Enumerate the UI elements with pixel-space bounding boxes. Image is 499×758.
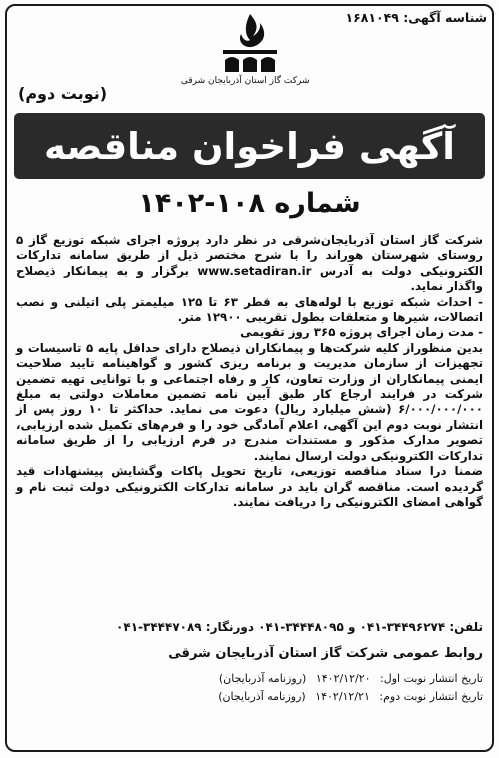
round-label: (نوبت دوم) (18, 84, 108, 103)
fax-number: ۳۴۴۴۷۰۸۹-۰۴۱ (116, 620, 202, 634)
first-publication-paper: (روزنامه آذربایجان) (218, 672, 307, 685)
ad-id: شناسه آگهی: ۱۶۸۱۰۴۹ (345, 10, 487, 25)
second-publication-label: تاریخ انتشار نوبت دوم: (379, 690, 483, 703)
second-publication-row (212, 690, 483, 703)
body-paragraph-notes: ضمنا درا سناد مناقصه توزیعی، تاریخ تحویل پاکات وگشایش پیشنهادات قید گردیده است. مناقصه گران باید در سامانه تدارکات الکترونیکی دولت ثبت نام و گواهی امضای الکترونیکی را دریافت نمایند. (16, 464, 483, 509)
phone-label: تلفن: (449, 620, 483, 634)
ad-body (16, 233, 483, 510)
body-paragraph-invitation: بدین منظوراز کلیه شرکت‌ها و پیمانکاران ذیصلاح دارای حداقل پایه ۵ تاسیسات و تجهیزات از سازمان مدیریت و برنامه ریزی کشور و گواهینامه تایید صلاحیت ایمنی پیمانکاران از وزارت تعاون، کار و رفاه اجتماعی و با توانایی تهیه تضمین شرکت در فرایند ارجاع کار طبق آیین نامه تضمین معاملات دولتی به مبلغ ۶/۰۰۰/۰۰۰/۰۰۰ (شش میلیارد ریال) دعوت می نماید. حداکثر تا ۱۰ روز پس از انتشار نوبت دوم این آگهی، اعلام آمادگی خود را و فرم‌های تکمیل شده ارزیابی، تصویر مدارک مذکور و مستندات مندرج در فرم ارزیابی را از طریق سامانه تدارکات الکترونیکی دولت ارسال نمایند. (16, 340, 483, 463)
phone-numbers: ۳۴۴۹۶۲۷۴-۰۴۱ و ۳۴۴۴۸۰۹۵-۰۴۱ (258, 620, 446, 634)
logo-caption: شرکت گاز استان آذربایجان شرقی (180, 76, 310, 86)
tender-number: شماره ۱۰۸-۱۴۰۲ (138, 188, 361, 219)
contact-line (116, 620, 483, 634)
body-paragraph-intro: شرکت گاز استان آذربایجان‌شرقی در نظر دارد پروژه اجرای شبکه توزیع گاز ۵ روستای شهرستان هوراند را با شرح مختصر ذیل از طریق سامانه تدارکات الکترونیکی دولت به آدرس www.setadiran.ir برگزار و به پیمانکار ذیصلاح واگذار نماید. (16, 233, 483, 294)
body-paragraph-duration: - مدت زمان اجرای پروژه ۳۶۵ روز تقویمی (240, 325, 483, 340)
second-publication-paper: (روزنامه آذربایجان) (218, 690, 306, 703)
company-logo (180, 12, 310, 102)
first-publication-row (213, 672, 483, 685)
public-relations-signature: روابط عمومی شرکت گاز استان آذربایجان شرقی (168, 646, 483, 661)
fax-label: دورنگار: (205, 620, 255, 634)
first-publication-label: تاریخ انتشار نوبت اول: (380, 672, 483, 685)
title-banner (14, 113, 485, 179)
first-publication-date: ۱۴۰۲/۱۲/۲۰ (315, 672, 371, 685)
ad-title: آگهی فراخوان مناقصه (44, 124, 455, 168)
second-publication-date: ۱۴۰۲/۱۲/۲۱ (315, 690, 370, 703)
gas-company-logo-icon (215, 12, 285, 74)
body-paragraph-scope: - احداث شبکه توزیع با لوله‌های به قطر ۶۳ تا ۱۲۵ میلیمتر پلی اتیلنی و نصب اتصالات، شیرها و متعلقات بطول تقریبی ۱۲۹۰۰ متر. (16, 294, 484, 325)
